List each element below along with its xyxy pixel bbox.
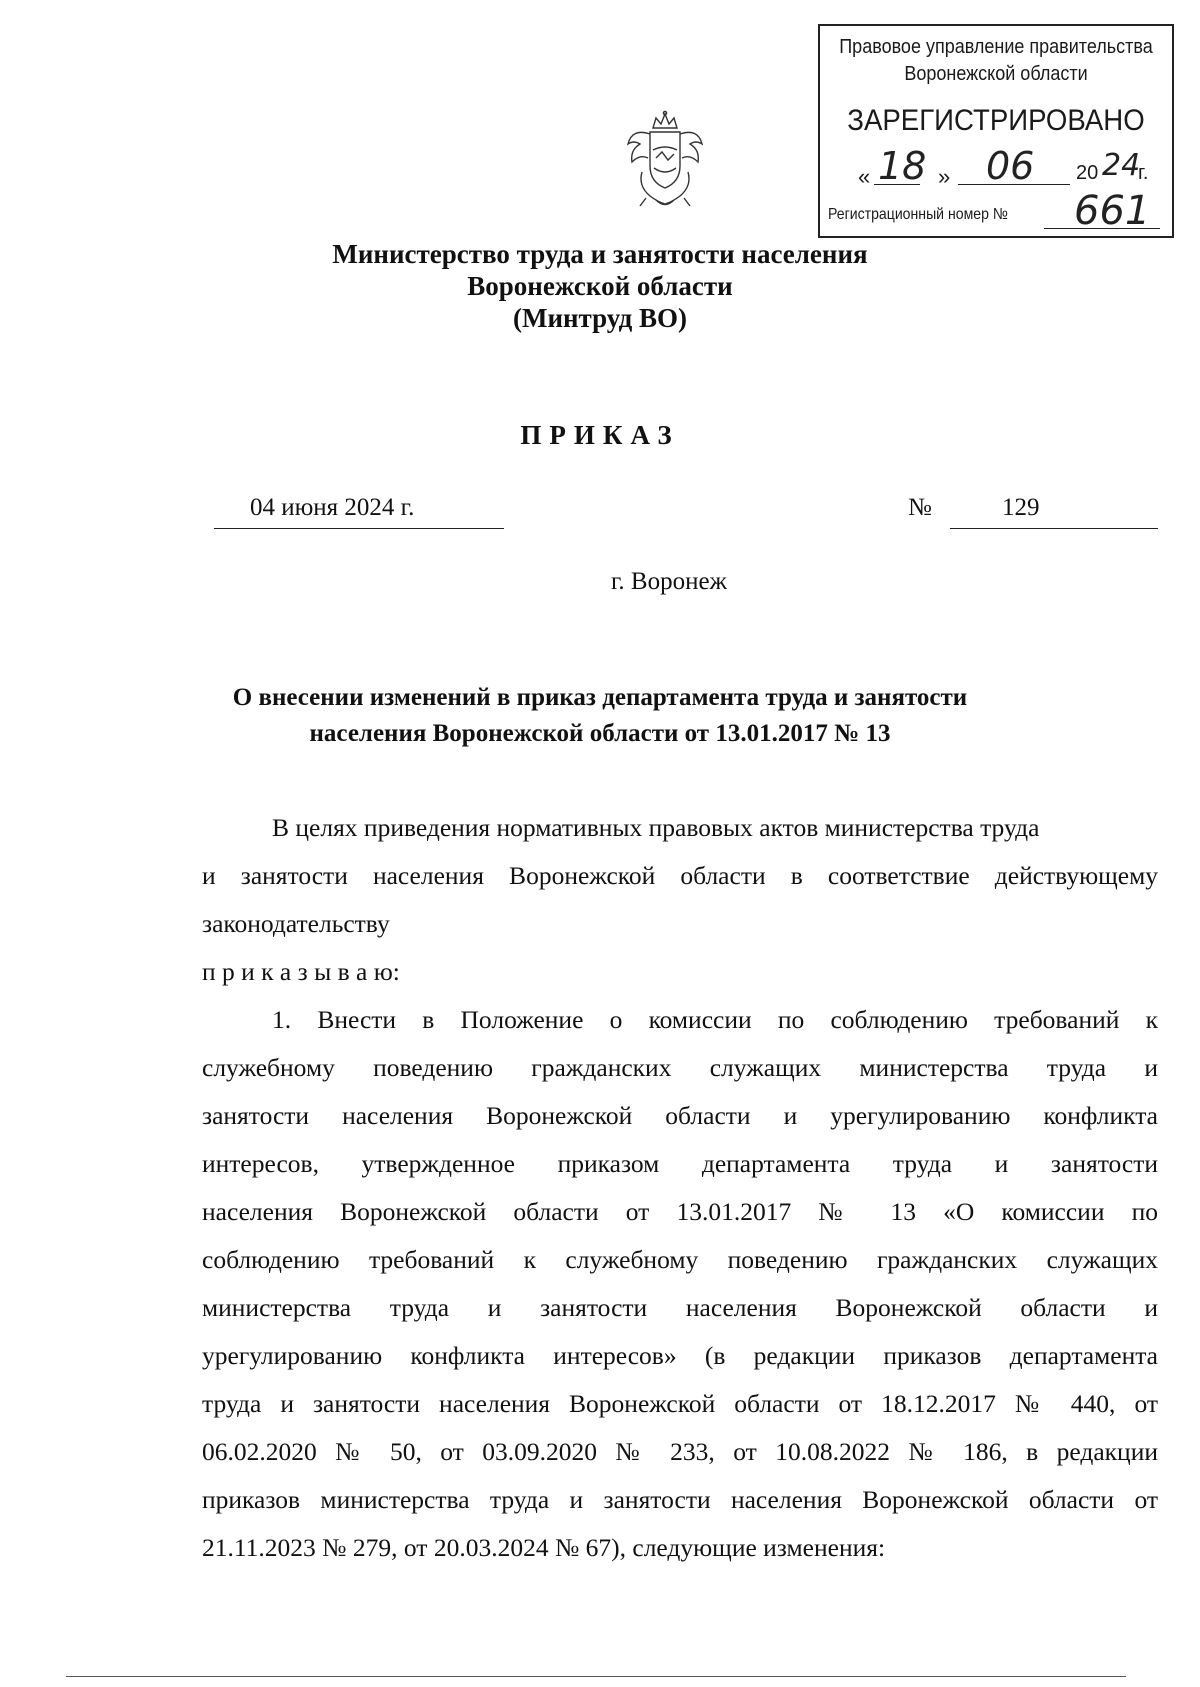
stamp-reg-label: Регистрационный номер № — [828, 206, 1008, 223]
stamp-quote-open: « — [858, 164, 871, 189]
body-line: интересов, утвержденное приказом департамента труда и занятости — [202, 1149, 1158, 1178]
page-bottom-rule — [66, 1676, 1126, 1677]
body-line: урегулированию конфликта интересов» (в редакции приказов департамента — [202, 1341, 1158, 1370]
document-type-title: ПРИКАЗ — [520, 420, 680, 450]
body-line: занятости населения Воронежской области и урегулированию конфликта — [202, 1101, 1158, 1130]
stamp-year-suffix: г. — [1138, 162, 1149, 184]
registration-stamp — [818, 24, 1174, 238]
body-line: законодательству — [202, 909, 390, 938]
number-sign: № — [908, 494, 932, 521]
stamp-year-prefix: 20 — [1076, 162, 1099, 184]
body-line: 1. Внести в Положение о комиссии по соблюдению требований к — [272, 1005, 1158, 1034]
ministry-name-line1: Министерство труда и занятости населения — [332, 239, 868, 269]
body-line: В целях приведения нормативных правовых актов министерства труда — [272, 813, 1040, 842]
stamp-org-line1: Правовое управление правительства — [839, 36, 1153, 58]
stamp-quote-close: » — [938, 164, 951, 189]
stamp-org-line2: Воронежской области — [904, 63, 1088, 85]
stamp-date — [858, 144, 1154, 190]
stamp-organization — [838, 34, 1155, 88]
subject-line2: населения Воронежской области от 13.01.2017 № 13 — [309, 720, 891, 747]
stamp-month-underline — [958, 184, 1070, 185]
document-number: 129 — [1002, 494, 1040, 521]
body-line: 21.11.2023 № 279, от 20.03.2024 № 67), следующие изменения: — [202, 1533, 886, 1562]
body-line: соблюдению требований к служебному поведению гражданских служащих — [202, 1245, 1158, 1274]
body-line-order: п р и к а з ы в а ю: — [202, 957, 400, 986]
body-line: 06.02.2020 № 50, от 03.09.2020 № 233, от 10.08.2022 № 186, в редакции — [202, 1437, 1158, 1466]
subject-line1: О внесении изменений в приказ департамента труда и занятости — [232, 684, 968, 711]
stamp-date-day: 18 — [878, 144, 927, 188]
document-city: г. Воронеж — [611, 568, 727, 595]
stamp-status: ЗАРЕГИСТРИРОВАНО — [847, 104, 1145, 137]
body-line: приказов министерства труда и занятости населения Воронежской области от — [202, 1485, 1158, 1514]
document-number-field — [950, 492, 1158, 529]
body-line: служебному поведению гражданских служащих министерства труда и — [202, 1053, 1158, 1082]
document-date: 04 июня 2024 г. — [250, 494, 415, 521]
stamp-year-handwritten: 24 — [1102, 148, 1141, 183]
coat-of-arms-emblem — [620, 110, 710, 210]
body-line: и занятости населения Воронежской области в соответствие действующему — [202, 861, 1158, 890]
document-date-field — [214, 492, 504, 529]
stamp-registration-number — [828, 188, 1164, 234]
ministry-short-name: (Минтруд ВО) — [512, 303, 688, 333]
body-line: труда и занятости населения Воронежской области от 18.12.2017 № 440, от — [202, 1389, 1158, 1418]
body-line: населения Воронежской области от 13.01.2017 № 13 «О комиссии по — [202, 1197, 1158, 1226]
body-line: министерства труда и занятости населения Воронежской области и — [202, 1293, 1158, 1322]
stamp-day-underline — [874, 184, 920, 185]
stamp-date-month: 06 — [986, 144, 1035, 188]
stamp-reg-number: 661 — [1074, 188, 1151, 234]
ministry-name-line2: Воронежской области — [467, 271, 733, 301]
